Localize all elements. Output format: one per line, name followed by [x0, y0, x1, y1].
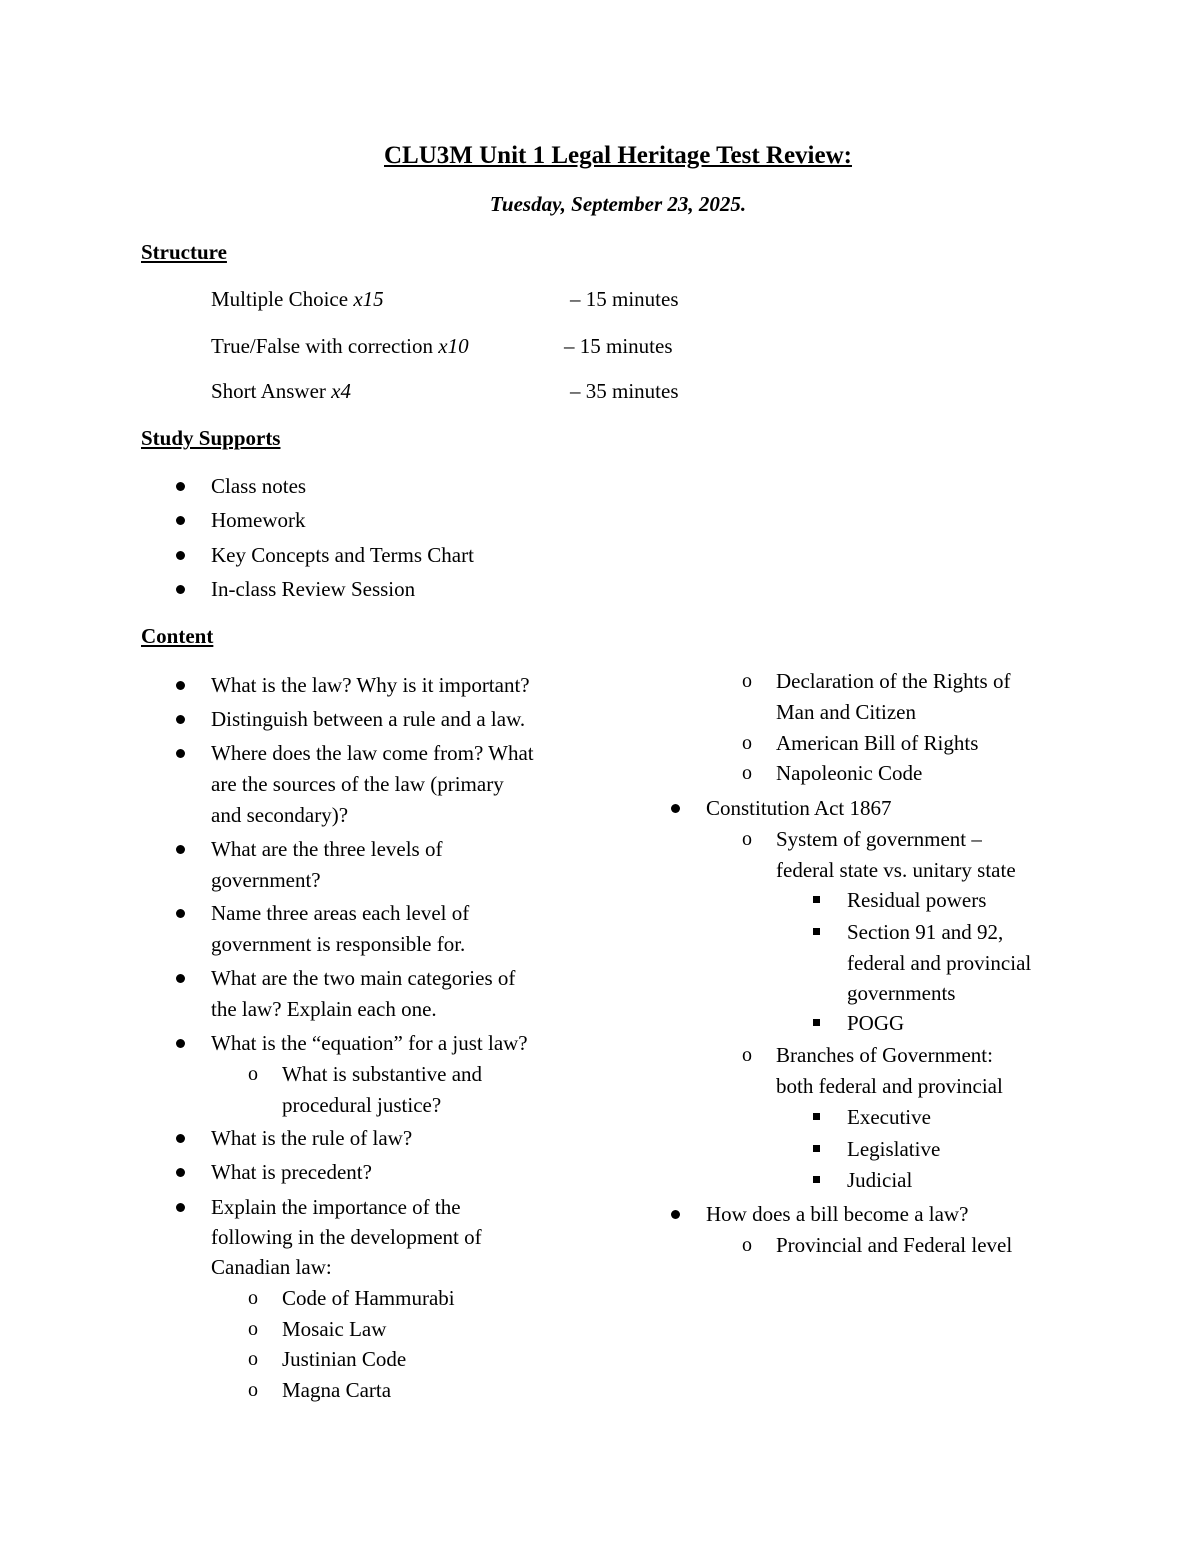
bullet-circle-icon: o — [742, 670, 752, 692]
bullet-disc-icon — [176, 909, 185, 918]
content-question: What is the “equation” for a just law? — [211, 1031, 528, 1055]
content-subitem: American Bill of Rights — [776, 731, 979, 755]
content-question-line: following in the development of — [211, 1225, 482, 1249]
bullet-disc-icon — [176, 516, 185, 525]
structure-row — [211, 334, 469, 359]
bullet-disc-icon — [176, 1134, 185, 1143]
bullet-disc-icon — [176, 681, 185, 690]
content-heading: Content — [141, 624, 214, 648]
content-question: How does a bill become a law? — [706, 1202, 969, 1226]
content-subitem: Branches of Government: — [776, 1043, 993, 1067]
content-subitem: Code of Hammurabi — [282, 1286, 455, 1310]
bullet-circle-icon: o — [248, 1063, 258, 1085]
content-question-line: are the sources of the law (primary — [211, 772, 504, 796]
bullet-disc-icon — [176, 1168, 185, 1177]
content-subitem: Declaration of the Rights of — [776, 669, 1011, 693]
content-question-line: government is responsible for. — [211, 932, 466, 956]
content-subitem-line: Man and Citizen — [776, 700, 916, 724]
structure-row — [211, 287, 384, 312]
bullet-circle-icon: o — [742, 1044, 752, 1066]
bullet-square-icon — [813, 928, 820, 935]
content-subsubitem: Residual powers — [847, 888, 987, 912]
bullet-square-icon — [813, 1145, 820, 1152]
structure-label: Multiple Choice — [211, 287, 354, 311]
content-subsubitem: Judicial — [847, 1168, 913, 1192]
bullet-disc-icon — [176, 1039, 185, 1048]
bullet-circle-icon: o — [742, 828, 752, 850]
content-subitem: Magna Carta — [282, 1378, 392, 1402]
content-subitem: Mosaic Law — [282, 1317, 387, 1341]
bullet-circle-icon: o — [742, 762, 752, 784]
content-subsubitem-line: federal and provincial — [847, 951, 1032, 975]
list-item: In-class Review Session — [211, 577, 416, 601]
bullet-disc-icon — [176, 715, 185, 724]
content-subitem: Napoleonic Code — [776, 761, 923, 785]
content-question-line: the law? Explain each one. — [211, 997, 437, 1021]
content-question: Explain the importance of the — [211, 1195, 461, 1219]
content-question: Constitution Act 1867 — [706, 796, 892, 820]
content-question: What is the rule of law? — [211, 1126, 413, 1150]
study-supports-heading: Study Supports — [141, 426, 281, 450]
content-question-line: Canadian law: — [211, 1255, 332, 1279]
test-date: Tuesday, September 23, 2025. — [489, 192, 747, 216]
content-subitem-line: federal state vs. unitary state — [776, 858, 1016, 882]
content-subsubitem: POGG — [847, 1011, 905, 1035]
content-subitem: Justinian Code — [282, 1347, 407, 1371]
bullet-disc-icon — [176, 1203, 185, 1212]
bullet-circle-icon: o — [248, 1318, 258, 1340]
list-item: Homework — [211, 508, 306, 532]
bullet-disc-icon — [176, 749, 185, 758]
content-subitem: System of government – — [776, 827, 982, 851]
bullet-square-icon — [813, 1113, 820, 1120]
content-subsubitem: Legislative — [847, 1137, 941, 1161]
structure-time: – 15 minutes — [564, 334, 673, 358]
structure-label: True/False with correction — [211, 334, 439, 358]
list-item: Class notes — [211, 474, 307, 498]
content-question-line: and secondary)? — [211, 803, 349, 827]
bullet-disc-icon — [671, 1210, 680, 1219]
content-question: What are the two main categories of — [211, 966, 516, 990]
bullet-disc-icon — [176, 482, 185, 491]
bullet-disc-icon — [671, 804, 680, 813]
content-subitem: What is substantive and — [282, 1062, 483, 1086]
content-subitem-line: both federal and provincial — [776, 1074, 1003, 1098]
structure-time: – 15 minutes — [570, 287, 679, 311]
bullet-circle-icon: o — [248, 1348, 258, 1370]
structure-heading: Structure — [141, 240, 227, 264]
content-question-line: government? — [211, 868, 321, 892]
bullet-circle-icon: o — [742, 732, 752, 754]
content-subsubitem-line: governments — [847, 981, 956, 1005]
content-subitem-line: procedural justice? — [282, 1093, 442, 1117]
bullet-circle-icon: o — [742, 1234, 752, 1256]
structure-count: x4 — [331, 379, 351, 403]
content-subsubitem: Section 91 and 92, — [847, 920, 1004, 944]
content-question: What is the law? Why is it important? — [211, 673, 530, 697]
bullet-circle-icon: o — [248, 1287, 258, 1309]
structure-count: x15 — [353, 287, 384, 311]
content-question: What are the three levels of — [211, 837, 443, 861]
content-question: Where does the law come from? What — [211, 741, 534, 765]
structure-time: – 35 minutes — [570, 379, 679, 403]
list-item: Key Concepts and Terms Chart — [211, 543, 474, 567]
content-subitem: Provincial and Federal level — [776, 1233, 1013, 1257]
bullet-circle-icon: o — [248, 1379, 258, 1401]
content-subsubitem: Executive — [847, 1105, 931, 1129]
bullet-disc-icon — [176, 551, 185, 560]
bullet-disc-icon — [176, 585, 185, 594]
bullet-square-icon — [813, 1176, 820, 1183]
structure-row — [211, 379, 351, 404]
bullet-square-icon — [813, 896, 820, 903]
document-title: CLU3M Unit 1 Legal Heritage Test Review: — [384, 142, 852, 169]
content-question: What is precedent? — [211, 1160, 372, 1184]
bullet-disc-icon — [176, 845, 185, 854]
structure-count: x10 — [438, 334, 469, 358]
structure-label: Short Answer — [211, 379, 332, 403]
content-question: Distinguish between a rule and a law. — [211, 707, 526, 731]
bullet-disc-icon — [176, 974, 185, 983]
bullet-square-icon — [813, 1019, 820, 1026]
content-question: Name three areas each level of — [211, 901, 470, 925]
